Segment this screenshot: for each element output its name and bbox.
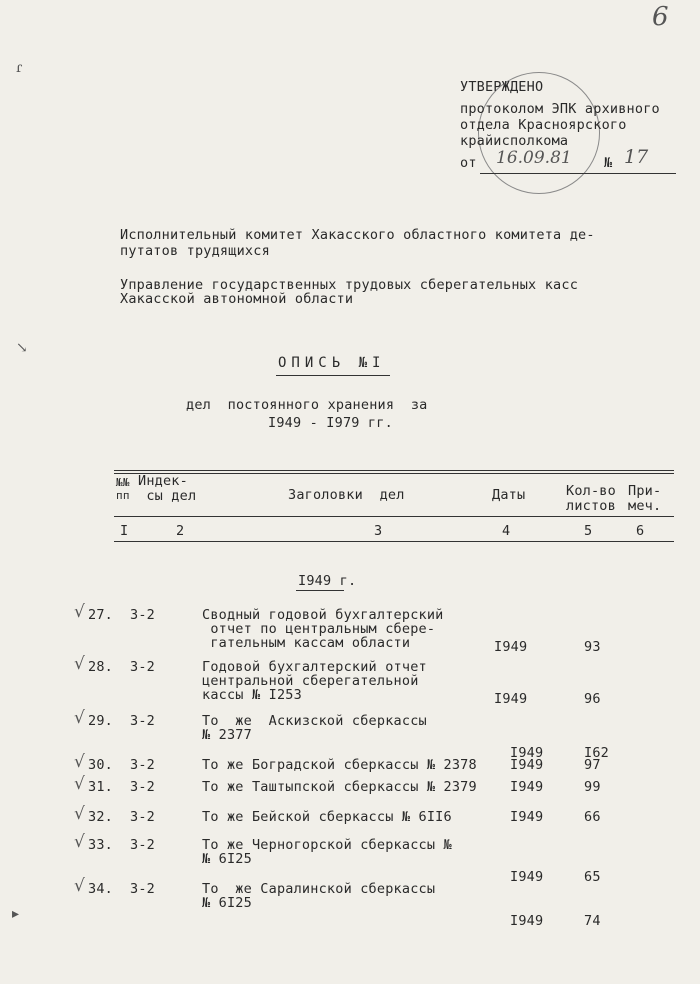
- row-date: I949: [510, 779, 544, 795]
- row-sheets: I62: [584, 745, 609, 761]
- col-number-2: 2: [176, 523, 185, 539]
- binding-mark: ▸: [12, 906, 20, 922]
- row-date: I949: [510, 869, 544, 885]
- org-line3: Управление государственных трудовых сберегательных касс: [120, 277, 579, 293]
- col-number-6: 6: [636, 523, 645, 539]
- header-num: №№ пп: [116, 476, 130, 502]
- row-title-line: отчет по центральным сбере-: [202, 621, 436, 637]
- checkmark-icon: √: [74, 804, 85, 824]
- row-index: 3-2: [130, 809, 155, 825]
- col-number-5: 5: [584, 523, 593, 539]
- page-number: 6: [652, 2, 669, 32]
- row-sheets: 97: [584, 757, 601, 773]
- table-top-rule: [114, 470, 674, 471]
- row-index: 3-2: [130, 607, 155, 623]
- row-title-line: То же Саралинской сберкассы: [202, 881, 436, 897]
- row-date: I949: [510, 809, 544, 825]
- row-index: 3-2: [130, 713, 155, 729]
- checkmark-icon: √: [74, 832, 85, 852]
- colnum-bottom-rule: [114, 541, 674, 542]
- approval-line3: отдела Красноярского: [460, 117, 627, 133]
- row-index: 3-2: [130, 837, 155, 853]
- title-underline: [276, 375, 390, 376]
- col-number-4: 4: [502, 523, 511, 539]
- row-number: 34.: [88, 881, 113, 897]
- table-top-rule-2: [114, 473, 674, 474]
- row-number: 32.: [88, 809, 113, 825]
- binding-mark: ɾ: [16, 60, 23, 76]
- row-title-line: Сводный годовой бухгалтерский: [202, 607, 444, 623]
- row-number: 29.: [88, 713, 113, 729]
- binding-mark: ↘: [16, 340, 28, 356]
- checkmark-icon: √: [74, 774, 85, 794]
- header-title: Заголовки дел: [288, 487, 405, 503]
- year-underline: [296, 590, 344, 591]
- inventory-years: I949 - I979 гг.: [268, 415, 393, 431]
- checkmark-icon: √: [74, 708, 85, 728]
- checkmark-icon: √: [74, 602, 85, 622]
- row-number: 27.: [88, 607, 113, 623]
- approval-number-sign: №: [604, 155, 613, 171]
- row-date: I949: [494, 691, 528, 707]
- row-title-line: То же Таштыпской сберкассы № 2379: [202, 779, 477, 795]
- row-title-line: Годовой бухгалтерский отчет: [202, 659, 427, 675]
- row-title-line: кассы № I253: [202, 687, 302, 703]
- row-title-line: № 6I25: [202, 895, 252, 911]
- year-heading: I949 г.: [298, 573, 357, 589]
- row-index: 3-2: [130, 659, 155, 675]
- row-title-line: № 6I25: [202, 851, 252, 867]
- row-title-line: То же Боградской сберкассы № 2378: [202, 757, 477, 773]
- row-date: I949: [510, 757, 544, 773]
- header-sheets: Кол-во листов: [566, 483, 616, 514]
- col-number-3: 3: [374, 523, 383, 539]
- row-index: 3-2: [130, 881, 155, 897]
- row-date: I949: [510, 745, 544, 761]
- approval-number: 17: [624, 146, 649, 168]
- row-title-line: То же Бейской сберкассы № 6II6: [202, 809, 452, 825]
- row-date: I949: [494, 639, 528, 655]
- row-number: 33.: [88, 837, 113, 853]
- row-sheets: 93: [584, 639, 601, 655]
- row-number: 30.: [88, 757, 113, 773]
- row-index: 3-2: [130, 757, 155, 773]
- row-number: 28.: [88, 659, 113, 675]
- approval-line2: протоколом ЭПК архивного: [460, 101, 660, 117]
- org-line4: Хакасской автономной области: [120, 291, 354, 307]
- checkmark-icon: √: [74, 876, 85, 896]
- row-number: 31.: [88, 779, 113, 795]
- header-bottom-rule: [114, 516, 674, 517]
- inventory-title: ОПИСЬ №I: [278, 355, 386, 371]
- row-sheets: 99: [584, 779, 601, 795]
- header-index: Индек- сы дел: [138, 473, 197, 504]
- header-notes: При- меч.: [628, 483, 662, 514]
- checkmark-icon: √: [74, 654, 85, 674]
- col-number-1: I: [120, 523, 129, 539]
- row-title-line: То же Черногорской сберкассы №: [202, 837, 452, 853]
- org-line1: Исполнительный комитет Хакасского областного комитета де-: [120, 227, 595, 243]
- row-title-line: гательным кассам области: [202, 635, 411, 651]
- row-title-line: центральной сберегательной: [202, 673, 419, 689]
- row-title-line: № 2377: [202, 727, 252, 743]
- approval-underline: [480, 173, 676, 174]
- row-title-line: То же Аскизской сберкассы: [202, 713, 427, 729]
- approval-line4: крайисполкома: [460, 133, 569, 149]
- row-sheets: 65: [584, 869, 601, 885]
- row-sheets: 66: [584, 809, 601, 825]
- row-sheets: 96: [584, 691, 601, 707]
- org-line2: путатов трудящихся: [120, 243, 270, 259]
- approval-title: УТВЕРЖДЕНО: [460, 79, 544, 95]
- approval-date: 16.09.81: [496, 148, 572, 168]
- row-date: I949: [510, 913, 544, 929]
- inventory-subtitle: дел постоянного хранения за: [186, 397, 428, 413]
- approval-from-label: от: [460, 155, 477, 171]
- row-index: 3-2: [130, 779, 155, 795]
- checkmark-icon: √: [74, 752, 85, 772]
- row-sheets: 74: [584, 913, 601, 929]
- header-dates: Даты: [492, 487, 526, 503]
